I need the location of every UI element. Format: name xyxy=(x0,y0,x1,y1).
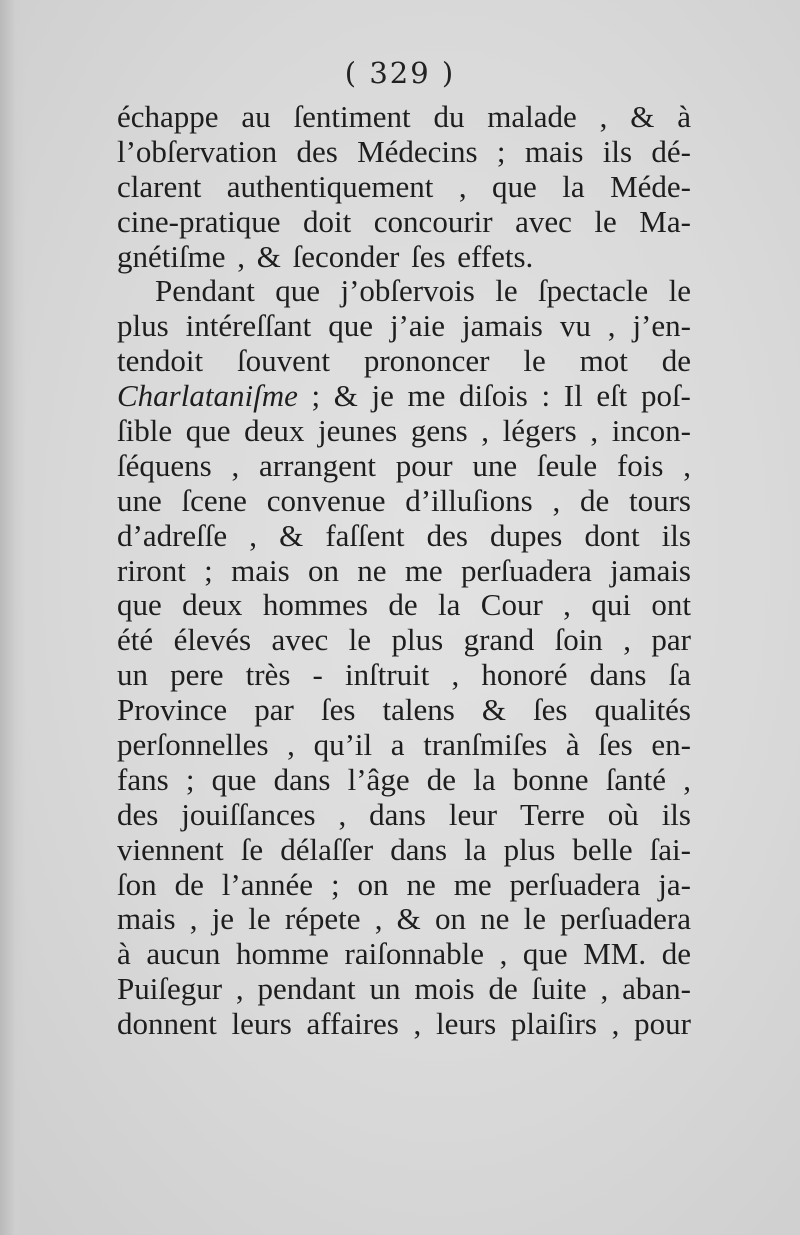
word: incon- xyxy=(611,413,691,449)
word: que xyxy=(492,168,537,204)
word: ne xyxy=(480,901,510,937)
word: d’illuſions xyxy=(405,482,533,518)
text-line xyxy=(117,868,691,903)
word: de xyxy=(426,761,457,797)
word: ils xyxy=(661,517,691,553)
word: - xyxy=(312,657,323,693)
word: des xyxy=(117,796,159,832)
word: la xyxy=(437,587,461,623)
word: qui xyxy=(591,587,631,623)
word: : xyxy=(541,378,551,414)
word: dupes xyxy=(490,517,563,553)
word: dans xyxy=(273,761,331,797)
body-text xyxy=(117,100,691,1042)
word: , xyxy=(623,622,631,658)
word: j’en- xyxy=(632,308,691,344)
word: à xyxy=(117,936,131,972)
word: fois xyxy=(616,447,664,483)
word: légers xyxy=(502,413,577,449)
word: Province xyxy=(117,692,228,728)
word: ne xyxy=(406,866,436,902)
word: concourir xyxy=(373,203,493,239)
word: pour xyxy=(395,447,453,483)
word: ; xyxy=(311,378,321,414)
word: on xyxy=(357,866,389,902)
word: que xyxy=(328,308,373,344)
word: plaiſirs xyxy=(510,1006,597,1042)
text-line xyxy=(117,902,691,937)
word: que xyxy=(211,761,257,797)
word: clarent xyxy=(117,168,202,204)
word: ſoin xyxy=(554,622,603,658)
word: pour xyxy=(634,1006,691,1042)
word: eſt xyxy=(596,378,628,414)
word: ſon xyxy=(117,866,157,902)
word: plus xyxy=(391,622,444,658)
word: un xyxy=(369,971,401,1007)
text-line xyxy=(117,972,691,1007)
word: plus xyxy=(503,831,556,867)
word: gens xyxy=(410,413,468,449)
word: de xyxy=(488,971,518,1007)
word: , xyxy=(481,413,490,449)
word: pendant xyxy=(257,971,356,1007)
word: Terre xyxy=(519,796,585,832)
text-line xyxy=(117,414,691,449)
word: ſes xyxy=(533,692,568,728)
word: à xyxy=(565,727,580,763)
word: affaires xyxy=(306,1006,399,1042)
word: & xyxy=(256,238,281,274)
word: Médecins xyxy=(357,133,478,169)
word: ſpectacle xyxy=(538,273,649,309)
word: des xyxy=(296,133,338,169)
word: qu’il xyxy=(313,727,373,763)
word: ſes xyxy=(598,727,633,763)
word: on xyxy=(307,552,339,588)
word: dé- xyxy=(651,133,691,169)
word: arrangent xyxy=(258,447,377,483)
word: la xyxy=(562,168,585,204)
text-line xyxy=(117,693,691,728)
word: authentiquement xyxy=(226,168,434,204)
text-line xyxy=(117,763,691,798)
word: , xyxy=(374,901,383,937)
word: bonne xyxy=(512,761,589,797)
word: mais xyxy=(524,133,584,169)
word: ont xyxy=(651,587,691,623)
word: , xyxy=(611,1006,620,1042)
word: ; xyxy=(204,552,213,588)
word: , xyxy=(338,796,347,832)
text-line xyxy=(117,519,691,554)
word: j’obſervois xyxy=(340,273,475,309)
text-line xyxy=(117,449,691,484)
word: Il xyxy=(563,378,583,414)
word: d’adreſſe xyxy=(117,517,228,553)
word: ſeconder xyxy=(292,238,400,274)
word: , xyxy=(563,587,571,623)
text-line xyxy=(117,205,691,240)
word: mais xyxy=(117,901,176,937)
word: doit xyxy=(303,203,352,239)
word: , xyxy=(607,308,616,344)
word: & xyxy=(396,901,421,937)
word: , xyxy=(599,99,608,134)
word: , xyxy=(552,482,561,518)
word: cine-pratique xyxy=(117,203,281,239)
word: faſſent xyxy=(325,517,405,553)
word: jouiſſances xyxy=(181,796,316,832)
word: vu xyxy=(559,308,591,344)
word: , xyxy=(600,971,609,1007)
text-line xyxy=(117,588,691,623)
word: ils xyxy=(602,133,633,169)
word: au xyxy=(241,99,271,134)
word: ſéquens xyxy=(117,447,212,483)
word: aucun xyxy=(146,936,221,972)
text-line xyxy=(117,658,691,693)
word: leurs xyxy=(435,1006,497,1042)
word: ſanté xyxy=(605,761,666,797)
word: hommes xyxy=(262,587,368,623)
word: où xyxy=(607,796,639,832)
word: tranſmiſes xyxy=(423,727,548,763)
word: & xyxy=(481,692,506,728)
word: intéreſſant xyxy=(185,308,312,344)
word: que xyxy=(185,413,231,449)
word: raiſonnable xyxy=(344,936,484,972)
word: jamais xyxy=(610,552,691,588)
word: inſtruit xyxy=(345,657,430,693)
text-line xyxy=(117,309,691,344)
word: , xyxy=(231,447,240,483)
word: une xyxy=(472,447,518,483)
word: par xyxy=(254,692,294,728)
word: , xyxy=(683,761,691,797)
word: diſois xyxy=(458,378,528,414)
text-line xyxy=(117,554,691,589)
word: honoré xyxy=(481,657,568,693)
word: l’année xyxy=(221,866,314,902)
text-line xyxy=(117,100,691,135)
word: que xyxy=(117,587,162,623)
word: de xyxy=(579,482,610,518)
word: de xyxy=(174,866,204,902)
text-line xyxy=(117,135,691,170)
word: élevés xyxy=(173,622,252,658)
word: ils xyxy=(661,796,691,832)
word: délaſſer xyxy=(280,831,374,867)
word: MM. xyxy=(583,936,647,972)
word: de xyxy=(661,343,691,379)
word: deux xyxy=(244,413,305,449)
word: fans xyxy=(117,761,169,797)
word: tendoit xyxy=(117,343,204,379)
word: que xyxy=(275,273,321,309)
word: la xyxy=(464,831,487,867)
word: , xyxy=(590,413,599,449)
word: jamais xyxy=(461,308,543,344)
word: j’aie xyxy=(389,308,446,344)
word: talens xyxy=(382,692,455,728)
text-line xyxy=(117,484,691,519)
word: Méde- xyxy=(610,168,691,204)
word: perſuadera xyxy=(560,901,691,937)
word: plus xyxy=(117,308,169,344)
paragraph-first-line xyxy=(117,274,691,309)
word: tours xyxy=(629,482,691,518)
word: je xyxy=(211,901,235,937)
word: belle xyxy=(572,831,633,867)
word: échappe xyxy=(117,99,219,134)
word: Pendant xyxy=(155,273,255,309)
word: & xyxy=(630,99,655,134)
word: que xyxy=(522,936,568,972)
word: me xyxy=(404,552,443,588)
word: pere xyxy=(170,657,224,693)
page-gutter-shadow xyxy=(0,0,26,1235)
word: , xyxy=(249,517,257,553)
word: on xyxy=(434,901,466,937)
word: dans xyxy=(369,796,426,832)
word: ; xyxy=(496,133,506,169)
word: ſes xyxy=(320,692,356,728)
word: , xyxy=(235,971,244,1007)
word: perſuadera xyxy=(460,552,592,588)
word: le xyxy=(523,901,546,937)
word: ; xyxy=(185,761,195,797)
word: ſe xyxy=(240,831,264,867)
word: ſes xyxy=(411,238,446,274)
word: très xyxy=(245,657,291,693)
text-line xyxy=(117,240,691,275)
word: perſonnelles xyxy=(117,727,269,763)
word: ſuite xyxy=(531,971,587,1007)
word: à xyxy=(677,99,691,134)
word: ſeule xyxy=(536,447,598,483)
word: aban- xyxy=(622,971,691,1007)
word: un xyxy=(117,657,148,693)
word: ſible xyxy=(117,413,173,449)
word: le xyxy=(348,622,372,658)
word: l’obſervation xyxy=(117,133,278,169)
word: je xyxy=(371,378,394,414)
word: Charlataniſme xyxy=(117,378,298,414)
word: convenue xyxy=(266,482,386,518)
word: dans xyxy=(589,657,647,693)
word: ne xyxy=(357,552,387,588)
text-line xyxy=(117,833,691,868)
word: ſentiment xyxy=(293,99,411,134)
text-line xyxy=(117,1007,691,1042)
word: malade xyxy=(487,99,577,134)
word: , xyxy=(499,936,508,972)
word: une xyxy=(117,482,162,518)
word: le xyxy=(495,273,518,309)
word: du xyxy=(433,99,465,134)
word: me xyxy=(407,378,446,414)
word: jeunes xyxy=(318,413,398,449)
word: la xyxy=(473,761,496,797)
word: ſcene xyxy=(181,482,247,518)
word: le xyxy=(594,203,617,239)
word: des xyxy=(426,517,468,553)
text-line xyxy=(117,344,691,379)
word: mois xyxy=(414,971,475,1007)
word: répete xyxy=(284,901,361,937)
word: homme xyxy=(235,936,329,972)
word: le xyxy=(248,901,271,937)
word: dont xyxy=(584,517,640,553)
word: a xyxy=(390,727,405,763)
word: Cour xyxy=(480,587,543,623)
word: , xyxy=(287,727,295,763)
word: , xyxy=(189,901,198,937)
word: l’âge xyxy=(347,761,410,797)
word: de xyxy=(661,936,691,972)
word: ja- xyxy=(658,866,691,902)
word: leurs xyxy=(231,1006,292,1042)
word: gnétiſme xyxy=(117,238,226,274)
word: , xyxy=(237,238,245,274)
word: le xyxy=(523,343,546,379)
text-line xyxy=(117,728,691,763)
text-line xyxy=(117,379,691,414)
word: ſa xyxy=(668,657,691,693)
word: , xyxy=(413,1006,422,1042)
text-line xyxy=(117,937,691,972)
word: de xyxy=(388,587,418,623)
word: en- xyxy=(651,727,691,763)
word: mot xyxy=(579,343,628,379)
word: viennent xyxy=(117,831,224,867)
word: deux xyxy=(182,587,243,623)
word: qualités xyxy=(594,692,691,728)
word: avec xyxy=(515,203,572,239)
page-number: ( 329 ) xyxy=(344,56,456,90)
word: ; xyxy=(330,866,340,902)
word: & xyxy=(279,517,304,553)
word: par xyxy=(651,622,691,658)
word: perſuadera xyxy=(509,866,641,902)
text-line xyxy=(117,798,691,833)
text-line xyxy=(117,623,691,658)
word: , xyxy=(451,657,460,693)
word: & xyxy=(333,378,358,414)
word: effets. xyxy=(457,238,534,274)
word: me xyxy=(453,866,492,902)
word: , xyxy=(683,447,691,483)
word: Puiſegur xyxy=(117,971,223,1007)
word: poſ- xyxy=(640,378,691,414)
word: Ma- xyxy=(639,203,691,239)
word: été xyxy=(117,622,154,658)
word: riront xyxy=(117,552,186,588)
word: dans xyxy=(390,831,448,867)
word: donnent xyxy=(117,1006,217,1042)
word: grand xyxy=(463,622,535,658)
word: ſai- xyxy=(649,831,691,867)
word: ſouvent xyxy=(236,343,330,379)
word: avec xyxy=(271,622,329,658)
text-line xyxy=(117,170,691,205)
word: , xyxy=(458,168,467,204)
word: leur xyxy=(448,796,498,832)
word: prononcer xyxy=(363,343,490,379)
word: le xyxy=(668,273,691,309)
word: mais xyxy=(231,552,290,588)
